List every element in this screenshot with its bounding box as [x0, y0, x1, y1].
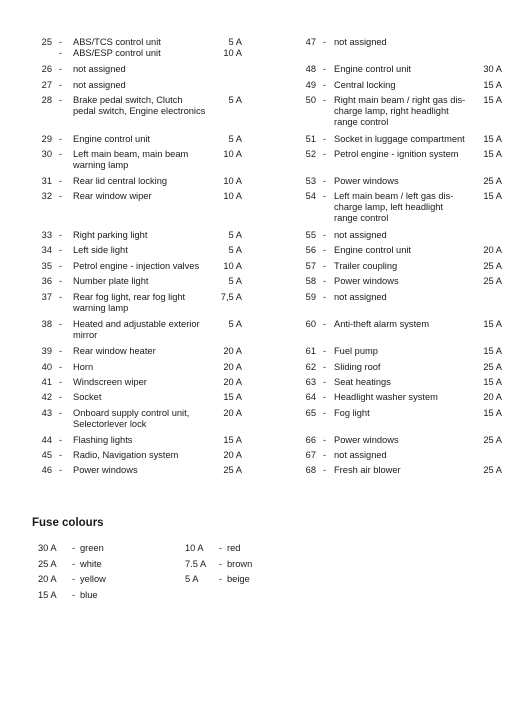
fuse-colour-amperage: 20 A	[38, 574, 57, 584]
fuse-description	[334, 95, 472, 128]
fuse-amperage: 5 A	[228, 319, 242, 329]
fuse-dash: -	[323, 450, 327, 460]
fuse-description-line: Engine control unit	[334, 64, 412, 74]
fuse-dash: -	[59, 319, 63, 329]
fuse-description-line: Trailer coupling	[334, 261, 398, 271]
fuse-number: 68	[305, 465, 316, 475]
fuse-description-line: charge lamp, left headlight	[334, 202, 444, 212]
fuse-description	[73, 149, 223, 171]
fuse-description-line: Seat heatings	[334, 377, 391, 387]
fuse-dash: -	[323, 80, 327, 90]
fuse-colour-name: red	[227, 543, 241, 553]
fuse-description	[73, 95, 223, 117]
fuse-description-line: Right main beam / right gas dis-	[334, 95, 466, 105]
fuse-amperage: 15 A	[483, 191, 502, 201]
fuse-description	[73, 64, 223, 75]
fuse-amperage: 5 A	[228, 95, 242, 105]
fuse-description-line: Socket in luggage compartment	[334, 134, 465, 144]
fuse-amperage: 20 A	[483, 392, 502, 402]
fuse-description	[73, 362, 223, 373]
fuse-dash: -	[323, 230, 327, 240]
fuse-description	[334, 134, 472, 145]
fuse-description-line: Anti-theft alarm system	[334, 319, 430, 329]
fuse-description-line: Engine control unit	[73, 134, 151, 144]
fuse-number: 41	[41, 377, 52, 387]
fuse-dash: -	[59, 95, 63, 105]
fuse-description	[334, 319, 472, 330]
fuse-description-line: Fuel pump	[334, 346, 378, 356]
fuse-description	[334, 276, 472, 287]
fuse-colour-dash: -	[219, 543, 223, 553]
fuse-description-line: Power windows	[334, 435, 399, 445]
fuse-colour-amperage: 7.5 A	[185, 558, 207, 569]
fuse-dash: -	[323, 392, 327, 402]
fuse-amperage: 25 A	[483, 435, 502, 445]
fuse-amperage: 10 A	[223, 176, 242, 186]
fuse-description-line: range control	[334, 117, 389, 127]
fuse-dash: -	[323, 95, 327, 105]
fuse-dash: -	[59, 377, 63, 387]
fuse-description	[73, 37, 223, 48]
fuse-dash: -	[59, 392, 63, 402]
fuse-description	[73, 292, 223, 314]
fuse-number: 47	[305, 37, 316, 47]
fuse-description	[334, 191, 472, 224]
fuse-description-line: mirror	[73, 330, 98, 340]
fuse-description-line: Number plate light	[73, 276, 149, 286]
fuse-colour-dash: -	[72, 574, 76, 584]
fuse-description-line: Left main beam / left gas dis-	[334, 191, 454, 201]
fuse-description-line: Horn	[73, 362, 94, 372]
fuse-amperage: 10 A	[223, 48, 242, 58]
fuse-colour-name: brown	[227, 558, 253, 569]
fuse-amperage: 10 A	[223, 261, 242, 271]
fuse-amperage: 20 A	[223, 450, 242, 460]
fuse-colour-name: green	[80, 543, 104, 553]
fuse-description	[73, 392, 223, 403]
fuse-description-line: Sliding roof	[334, 362, 381, 372]
fuse-colour-dash: -	[219, 574, 223, 584]
fuse-description-line: charge lamp, right headlight	[334, 106, 449, 116]
fuse-amperage: 15 A	[483, 377, 502, 387]
fuse-description	[73, 408, 223, 430]
fuse-description-line: Central locking	[334, 80, 396, 90]
fuse-amperage: 15 A	[223, 435, 242, 445]
fuse-description	[334, 176, 472, 187]
fuse-description	[73, 80, 223, 91]
fuse-description-line: Headlight washer system	[334, 392, 438, 402]
fuse-dash: -	[59, 48, 63, 58]
fuse-colour-dash: -	[219, 558, 223, 569]
fuse-number: 60	[305, 319, 316, 329]
fuse-description	[73, 377, 223, 388]
fuse-number: 38	[41, 319, 52, 329]
fuse-colour-amperage: 10 A	[185, 543, 204, 553]
fuse-description	[73, 134, 223, 145]
fuse-number: 59	[305, 292, 316, 302]
fuse-description	[73, 48, 223, 59]
fuse-amperage: 25 A	[483, 465, 502, 475]
fuse-amperage: 5 A	[228, 134, 242, 144]
fuse-number: 66	[305, 435, 316, 445]
fuse-number: 35	[41, 261, 52, 271]
fuse-amperage: 20 A	[223, 377, 242, 387]
fuse-amperage: 5 A	[228, 37, 242, 47]
fuse-dash: -	[59, 435, 63, 445]
fuse-description-line: range control	[334, 213, 389, 223]
fuse-description-line: Brake pedal switch, Clutch	[73, 95, 183, 105]
fuse-dash: -	[59, 346, 63, 356]
fuse-dash: -	[323, 191, 327, 201]
fuse-number: 51	[305, 134, 316, 144]
fuse-description-line: Power windows	[73, 465, 138, 475]
fuse-description	[334, 230, 472, 241]
fuse-amperage: 20 A	[223, 346, 242, 356]
fuse-colour-row	[185, 557, 305, 573]
fuse-description	[73, 450, 223, 461]
fuse-dash: -	[323, 176, 327, 186]
fuse-description-line: Power windows	[334, 176, 399, 186]
fuse-description	[334, 37, 472, 48]
fuse-dash: -	[323, 377, 327, 387]
fuse-description-line: ABS/ESP control unit	[73, 48, 161, 58]
fuse-colours-legend-a	[38, 541, 168, 603]
fuse-description-line: Rear lid central locking	[73, 176, 168, 186]
fuse-number: 30	[41, 149, 52, 159]
fuse-dash: -	[323, 64, 327, 74]
fuse-description-line: Fresh air blower	[334, 465, 401, 475]
fuse-colours-legend-b	[185, 541, 305, 588]
fuse-description-line: not assigned	[334, 450, 387, 460]
fuse-description	[334, 362, 472, 373]
fuse-dash: -	[59, 362, 63, 372]
fuse-number: 39	[41, 346, 52, 356]
fuse-number: 57	[305, 261, 316, 271]
fuse-dash: -	[323, 319, 327, 329]
fuse-description	[73, 465, 223, 476]
fuse-description-line: not assigned	[334, 292, 387, 302]
fuse-amperage: 5 A	[228, 245, 242, 255]
fuse-number: 32	[41, 191, 52, 201]
fuse-number: 56	[305, 245, 316, 255]
fuse-number: 46	[41, 465, 52, 475]
fuse-description	[73, 261, 223, 272]
fuse-dash: -	[59, 261, 63, 271]
fuse-description-line: Rear window heater	[73, 346, 156, 356]
fuse-dash: -	[323, 276, 327, 286]
fuse-description	[334, 377, 472, 388]
fuse-amperage: 25 A	[223, 465, 242, 475]
fuse-amperage: 15 A	[483, 95, 502, 105]
fuse-number: 36	[41, 276, 52, 286]
fuse-number: 50	[305, 95, 316, 105]
fuse-number: 42	[41, 392, 52, 402]
fuse-colour-dash: -	[72, 589, 76, 600]
fuse-description	[73, 319, 223, 341]
fuse-number: 58	[305, 276, 316, 286]
fuse-dash: -	[59, 292, 63, 302]
fuse-amperage: 25 A	[483, 276, 502, 286]
fuse-amperage: 15 A	[483, 149, 502, 159]
fuse-number: 29	[41, 134, 52, 144]
fuse-amperage: 15 A	[223, 392, 242, 402]
fuse-amperage: 10 A	[223, 191, 242, 201]
fuse-amperage: 5 A	[228, 230, 242, 240]
fuse-description	[73, 346, 223, 357]
fuse-number: 62	[305, 362, 316, 372]
fuse-number: 52	[305, 149, 316, 159]
fuse-dash: -	[59, 37, 63, 47]
fuse-description-line: Windscreen wiper	[73, 377, 147, 387]
fuse-number: 53	[305, 176, 316, 186]
fuse-dash: -	[59, 230, 63, 240]
fuse-amperage: 25 A	[483, 362, 502, 372]
fuse-number: 40	[41, 362, 52, 372]
fuse-description-line: Petrol engine - injection valves	[73, 261, 200, 271]
fuse-description-line: Fog light	[334, 408, 370, 418]
fuse-description-line: Engine control unit	[334, 245, 412, 255]
fuse-amperage: 5 A	[228, 276, 242, 286]
fuse-colour-name: blue	[80, 589, 98, 600]
fuse-number: 64	[305, 392, 316, 402]
fuse-dash: -	[323, 261, 327, 271]
fuse-description	[73, 435, 223, 446]
fuse-description	[334, 64, 472, 75]
fuse-number: 65	[305, 408, 316, 418]
fuse-description	[334, 80, 472, 91]
fuse-number: 63	[305, 377, 316, 387]
fuse-description	[73, 245, 223, 256]
fuse-description-line: Petrol engine - ignition system	[334, 149, 459, 159]
fuse-number: 45	[41, 450, 52, 460]
fuse-amperage: 15 A	[483, 319, 502, 329]
fuse-number: 48	[305, 64, 316, 74]
fuse-colour-row	[38, 588, 168, 604]
fuse-description-line: warning lamp	[73, 303, 129, 313]
fuse-number: 55	[305, 230, 316, 240]
fuse-description	[334, 435, 472, 446]
fuse-dash: -	[323, 37, 327, 47]
fuse-description-line: Right parking light	[73, 230, 148, 240]
fuse-number: 25	[41, 37, 52, 47]
fuse-description-line: warning lamp	[73, 160, 129, 170]
fuse-number: 26	[41, 64, 52, 74]
fuse-amperage: 15 A	[483, 80, 502, 90]
fuse-dash: -	[59, 134, 63, 144]
fuse-dash: -	[59, 191, 63, 201]
fuse-dash: -	[323, 149, 327, 159]
fuse-amperage: 30 A	[483, 64, 502, 74]
fuse-amperage: 20 A	[223, 408, 242, 418]
fuse-amperage: 25 A	[483, 261, 502, 271]
fuse-description-line: not assigned	[73, 64, 126, 74]
fuse-number: 37	[41, 292, 52, 302]
fuse-number: 27	[41, 80, 52, 90]
fuse-description	[334, 465, 472, 476]
fuse-description	[73, 276, 223, 287]
fuse-amperage: 20 A	[223, 362, 242, 372]
fuse-number: 67	[305, 450, 316, 460]
fuse-dash: -	[323, 346, 327, 356]
fuse-description-line: pedal switch, Engine electronics	[73, 106, 206, 116]
fuse-colour-amperage: 15 A	[38, 589, 57, 600]
fuse-description-line: not assigned	[334, 37, 387, 47]
fuse-number: 33	[41, 230, 52, 240]
fuse-amperage: 25 A	[483, 176, 502, 186]
fuse-amperage: 15 A	[483, 346, 502, 356]
fuse-description	[334, 392, 472, 403]
fuse-dash: -	[59, 64, 63, 74]
fuse-number: 49	[305, 80, 316, 90]
fuse-description-line: Selectorlever lock	[73, 419, 147, 429]
fuse-amperage: 20 A	[483, 245, 502, 255]
fuse-colour-amperage: 25 A	[38, 558, 57, 569]
fuse-description	[73, 230, 223, 241]
fuse-dash: -	[59, 80, 63, 90]
fuse-dash: -	[59, 408, 63, 418]
fuse-amperage: 7,5 A	[220, 292, 242, 302]
fuse-dash: -	[323, 408, 327, 418]
fuse-description-line: Power windows	[334, 276, 399, 286]
fuse-number: 28	[41, 95, 52, 105]
fuse-dash: -	[59, 149, 63, 159]
fuse-colour-row	[38, 572, 168, 588]
fuse-description	[334, 292, 472, 303]
fuse-description-line: Rear window wiper	[73, 191, 152, 201]
fuse-description-line: Left side light	[73, 245, 128, 255]
fuse-dash: -	[323, 435, 327, 445]
fuse-description	[334, 245, 472, 256]
fuse-description-line: Rear fog light, rear fog light	[73, 292, 186, 302]
fuse-dash: -	[323, 134, 327, 144]
fuse-description-line: Flashing lights	[73, 435, 133, 445]
fuse-description	[73, 191, 223, 202]
fuse-number: 61	[305, 346, 316, 356]
fuse-description	[334, 149, 472, 160]
fuse-number: 31	[41, 176, 52, 186]
fuse-amperage: 15 A	[483, 134, 502, 144]
fuse-description-line: Heated and adjustable exterior	[73, 319, 200, 329]
fuse-description-line: Left main beam, main beam	[73, 149, 189, 159]
fuse-description-line: Socket	[73, 392, 102, 402]
fuse-colour-name: yellow	[80, 574, 106, 584]
fuse-dash: -	[59, 276, 63, 286]
fuse-colour-name: white	[80, 558, 102, 569]
fuse-description-line: Onboard supply control unit,	[73, 408, 190, 418]
fuse-description-line: ABS/TCS control unit	[73, 37, 161, 47]
fuse-description	[73, 176, 223, 187]
fuse-colour-row	[38, 557, 168, 573]
fuse-dash: -	[323, 245, 327, 255]
fuse-colour-row	[185, 572, 305, 588]
fuse-dash: -	[59, 450, 63, 460]
fuse-dash: -	[59, 245, 63, 255]
fuse-colour-dash: -	[72, 543, 76, 553]
fuse-colour-amperage: 30 A	[38, 543, 57, 553]
fuse-colours-title: Fuse colours	[32, 517, 104, 529]
fuse-description	[334, 408, 472, 419]
fuse-colour-dash: -	[72, 558, 76, 569]
fuse-colour-row	[185, 541, 305, 557]
fuse-dash: -	[323, 362, 327, 372]
fuse-amperage: 15 A	[483, 408, 502, 418]
fuse-number: 54	[305, 191, 316, 201]
fuse-dash: -	[323, 292, 327, 302]
fuse-description	[334, 346, 472, 357]
fuse-colour-amperage: 5 A	[185, 574, 199, 584]
fuse-colour-name: beige	[227, 574, 250, 584]
fuse-description	[334, 261, 472, 272]
fuse-dash: -	[323, 465, 327, 475]
fuse-number: 34	[41, 245, 52, 255]
fuse-number: 43	[41, 408, 52, 418]
fuse-number: 44	[41, 435, 52, 445]
fuse-description	[334, 450, 472, 461]
fuse-dash: -	[59, 176, 63, 186]
fuse-description-line: not assigned	[73, 80, 126, 90]
fuse-colour-row	[38, 541, 168, 557]
fuse-description-line: Radio, Navigation system	[73, 450, 179, 460]
fuse-description-line: not assigned	[334, 230, 387, 240]
fuse-dash: -	[59, 465, 63, 475]
fuse-amperage: 10 A	[223, 149, 242, 159]
